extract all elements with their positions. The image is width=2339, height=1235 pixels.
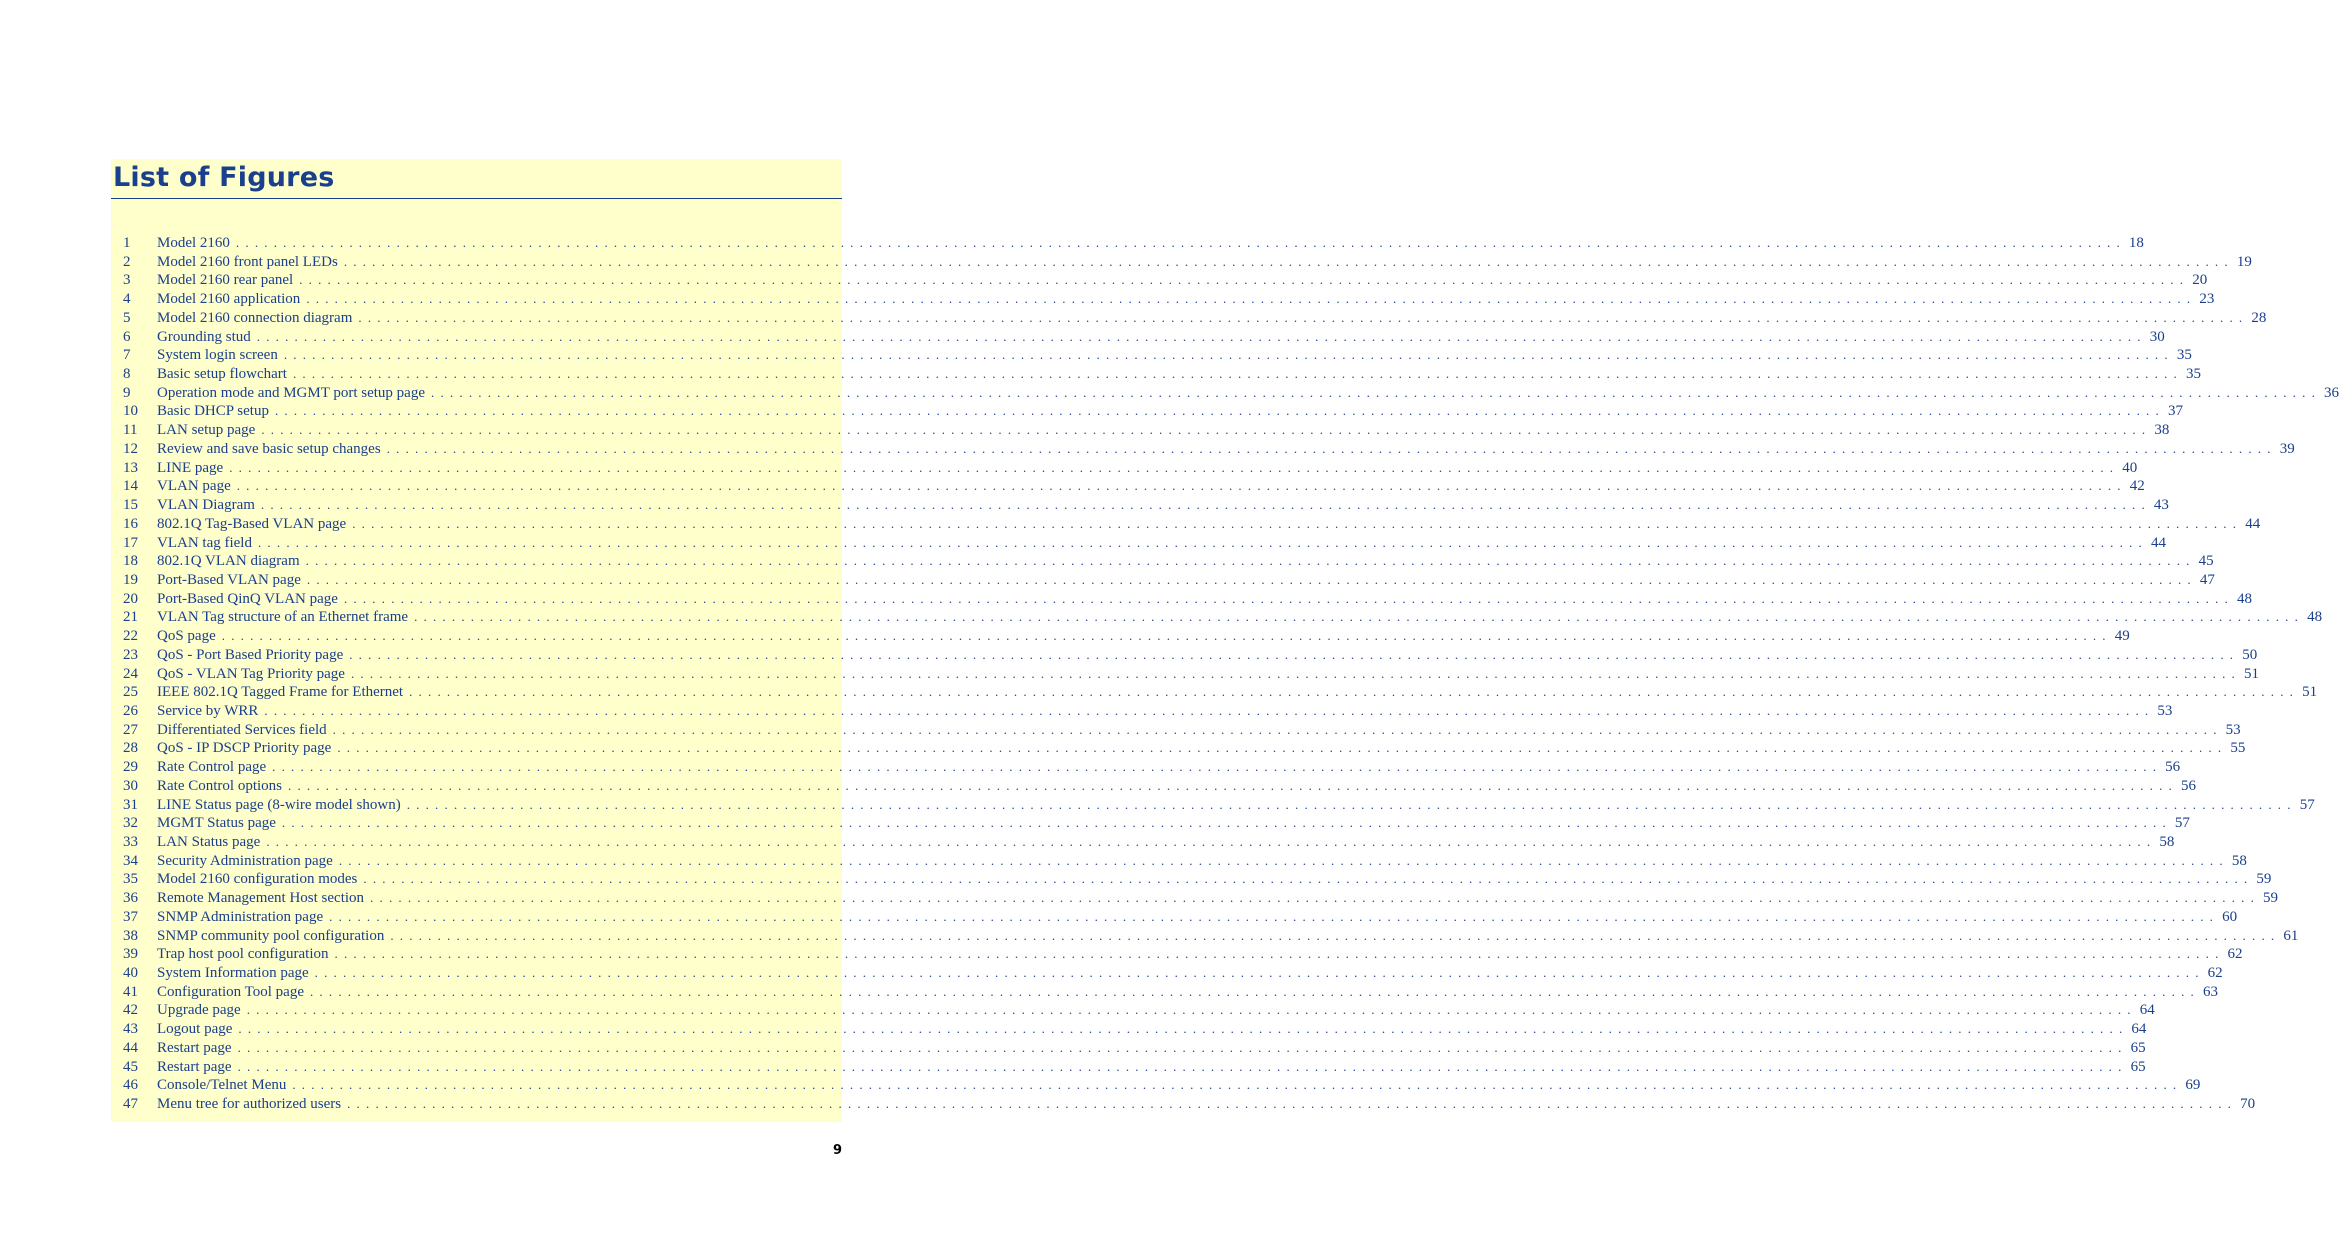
dot-leader: ........................................................................................................................................................................................................ (235, 235, 2126, 250)
figure-number: 27 (123, 721, 138, 738)
figure-entry[interactable] (111, 515, 2261, 534)
dot-leader: ........................................................................................................................................................................................................ (409, 684, 2300, 700)
figure-title-link[interactable]: Grounding stud (157, 328, 251, 345)
figure-title-link[interactable]: LAN setup page (157, 422, 256, 439)
figure-page-number[interactable]: 56 (2165, 759, 2181, 776)
figure-page-number[interactable]: 65 (2130, 1058, 2146, 1075)
figure-title-link[interactable]: QoS - IP DSCP Priority page (157, 740, 332, 757)
figure-number: 19 (123, 571, 138, 588)
figure-number: 8 (123, 366, 131, 383)
dot-leader: ........................................................................................................................................................................................................ (314, 965, 2205, 981)
figure-title-link[interactable]: QoS page (157, 628, 216, 645)
figure-page-number[interactable]: 28 (2251, 309, 2267, 326)
dot-leader: ........................................................................................................................................................................................................ (274, 403, 2165, 419)
figure-page-number[interactable]: 37 (2167, 403, 2183, 420)
figure-number: 13 (123, 459, 138, 476)
figure-page-number[interactable]: 50 (2242, 646, 2258, 663)
figure-title-link[interactable]: Logout page (157, 1021, 233, 1038)
figure-page-number[interactable]: 23 (2199, 291, 2215, 308)
figure-page-number[interactable]: 53 (2225, 721, 2241, 738)
figure-page-number[interactable]: 35 (2176, 347, 2192, 364)
figure-entry[interactable] (111, 1039, 2146, 1058)
figure-entry[interactable] (111, 945, 2243, 964)
dot-leader: ........................................................................................................................................................................................................ (237, 1058, 2128, 1074)
figure-page-number[interactable]: 58 (2159, 834, 2175, 850)
dot-leader: ........................................................................................................................................................................................................ (264, 702, 2155, 718)
figure-entry[interactable] (111, 608, 2323, 627)
figure-number: 39 (123, 946, 138, 963)
figure-title-link[interactable]: Restart page (157, 1039, 232, 1056)
dot-leader: ........................................................................................................................................................................................................ (363, 871, 2254, 887)
dot-leader: ........................................................................................................................................................................................................ (329, 908, 2220, 924)
figure-page-number[interactable]: 57 (2174, 815, 2190, 832)
figure-page-number[interactable]: 19 (2236, 253, 2252, 270)
figure-entry[interactable] (111, 534, 2166, 553)
figure-page-number[interactable]: 35 (2185, 366, 2201, 383)
dot-leader: ........................................................................................................................................................................................................ (306, 571, 2197, 587)
figure-page-number[interactable]: 48 (2236, 590, 2252, 607)
figure-number: 2 (123, 253, 131, 270)
dot-leader: ........................................................................................................................................................................................................ (334, 946, 2225, 962)
dot-leader: ........................................................................................................................................................................................................ (246, 1002, 2137, 1018)
figure-title-link[interactable]: 802.1Q Tag-Based VLAN page (157, 515, 347, 532)
figure-entry[interactable] (111, 702, 2173, 721)
figure-entry[interactable] (111, 852, 2247, 871)
figure-number: 22 (123, 628, 138, 645)
figure-number: 11 (123, 422, 138, 439)
figure-page-number[interactable]: 43 (2153, 497, 2169, 514)
figure-page-number[interactable]: 62 (2227, 946, 2243, 963)
figure-page-number[interactable]: 59 (2256, 871, 2272, 888)
figure-entry[interactable] (111, 927, 2299, 946)
figure-page-number[interactable]: 51 (2302, 684, 2318, 701)
figure-number: 24 (123, 665, 138, 682)
dot-leader: ........................................................................................................................................................................................................ (292, 366, 2183, 382)
figure-title-link[interactable]: Model 2160 connection diagram (157, 309, 353, 326)
figure-title-link[interactable]: LAN Status page (157, 834, 261, 850)
figures-list (111, 234, 2339, 1114)
figure-number: 16 (123, 515, 138, 532)
dot-leader: ........................................................................................................................................................................................................ (343, 253, 2234, 269)
figure-number: 36 (123, 890, 138, 907)
figure-number: 18 (123, 553, 138, 570)
figure-page-number[interactable]: 44 (2245, 515, 2261, 532)
figure-number: 1 (123, 235, 131, 251)
figure-page-number[interactable]: 40 (2122, 459, 2138, 476)
figure-entry[interactable] (111, 271, 2208, 290)
dot-leader: ........................................................................................................................................................................................................ (299, 272, 2190, 288)
figure-entry[interactable] (111, 627, 2130, 646)
figure-number: 14 (123, 478, 138, 495)
figure-number: 15 (123, 497, 138, 514)
figure-page-number[interactable]: 60 (2222, 908, 2238, 925)
figure-number: 3 (123, 272, 131, 289)
figure-title-link[interactable]: Port-Based VLAN page (157, 571, 301, 588)
dot-leader: ........................................................................................................................................................................................................ (281, 815, 2172, 831)
dot-leader: ........................................................................................................................................................................................................ (229, 459, 2120, 475)
dot-leader: ........................................................................................................................................................................................................ (358, 309, 2249, 325)
figure-title-link[interactable]: Menu tree for authorized users (157, 1096, 342, 1113)
figure-title-link[interactable]: Rate Control options (157, 777, 282, 794)
figure-number: 44 (123, 1039, 138, 1056)
figure-page-number[interactable]: 20 (2192, 272, 2208, 289)
figure-title-link[interactable]: 802.1Q VLAN diagram (157, 553, 300, 570)
figure-entry[interactable] (111, 440, 2295, 459)
figure-title-link[interactable]: Restart page (157, 1058, 232, 1075)
figure-title-link[interactable]: Review and save basic setup changes (157, 440, 381, 457)
figure-page-number[interactable]: 69 (2185, 1077, 2201, 1094)
dot-leader: ........................................................................................................................................................................................................ (337, 740, 2228, 756)
figure-number: 29 (123, 759, 138, 776)
figure-number: 41 (123, 983, 138, 1000)
figure-number: 38 (123, 927, 138, 944)
figure-entry[interactable] (111, 1058, 2146, 1077)
figure-title-link[interactable]: LINE page (157, 459, 224, 476)
figure-page-number[interactable]: 58 (2231, 852, 2247, 869)
figure-title-link[interactable]: System Information page (157, 965, 309, 982)
dot-leader: ........................................................................................................................................................................................................ (305, 553, 2196, 569)
dot-leader: ........................................................................................................................................................................................................ (390, 927, 2281, 943)
figure-title-link[interactable]: Operation mode and MGMT port setup page (157, 384, 426, 401)
figure-number: 37 (123, 908, 138, 925)
figure-page-number[interactable]: 38 (2154, 422, 2170, 439)
figure-number: 42 (123, 1002, 138, 1019)
dot-leader: ........................................................................................................................................................................................................ (370, 890, 2261, 906)
figure-page-number[interactable]: 51 (2243, 665, 2259, 682)
figure-entry[interactable] (111, 1076, 2201, 1095)
figure-number: 6 (123, 328, 131, 345)
figure-title-link[interactable]: MGMT Status page (157, 815, 276, 832)
figure-title-link[interactable]: SNMP Administration page (157, 908, 324, 925)
dot-leader: ........................................................................................................................................................................................................ (414, 609, 2305, 625)
figure-title-link[interactable]: QoS - Port Based Priority page (157, 646, 344, 663)
page-title: List of Figures (113, 162, 335, 193)
figure-title-link[interactable]: Model 2160 (157, 235, 230, 251)
figure-entry[interactable] (111, 234, 2144, 253)
figure-number: 5 (123, 309, 131, 326)
figure-entry[interactable] (111, 870, 2272, 889)
dot-leader: ........................................................................................................................................................................................................ (288, 777, 2178, 793)
figure-entry[interactable] (111, 964, 2223, 983)
figure-entry[interactable] (111, 477, 2145, 496)
figure-page-number[interactable]: 65 (2130, 1039, 2146, 1056)
figure-number: 10 (123, 403, 138, 420)
figure-number: 7 (123, 347, 131, 364)
dot-leader: ........................................................................................................................................................................................................ (332, 721, 2223, 737)
dot-leader: ........................................................................................................................................................................................................ (261, 422, 2152, 438)
figure-title-link[interactable]: Model 2160 configuration modes (157, 871, 358, 888)
figure-number: 21 (123, 609, 138, 626)
figure-title-link[interactable]: VLAN Diagram (157, 497, 255, 514)
figure-page-number[interactable]: 70 (2240, 1096, 2256, 1113)
figure-entry[interactable] (111, 683, 2318, 702)
figure-title-link[interactable]: Rate Control page (157, 759, 267, 776)
figure-entry[interactable] (111, 777, 2196, 796)
figure-title-link[interactable]: Basic setup flowchart (157, 366, 287, 383)
dot-leader: ........................................................................................................................................................................................................ (260, 497, 2151, 513)
figure-title-link[interactable]: IEEE 802.1Q Tagged Frame for Ethernet (157, 684, 404, 701)
figure-title-link[interactable]: LINE Status page (8-wire model shown) (157, 796, 401, 813)
figure-number: 35 (123, 871, 138, 888)
figure-entry[interactable] (111, 796, 2315, 815)
figure-title-link[interactable]: QoS - VLAN Tag Priority page (157, 665, 345, 682)
figure-number: 20 (123, 590, 138, 607)
figure-entry[interactable] (111, 814, 2190, 833)
figure-title-link[interactable]: Differentiated Services field (157, 721, 327, 738)
figure-page-number[interactable]: 18 (2128, 235, 2144, 251)
dot-leader: ........................................................................................................................................................................................................ (309, 983, 2200, 999)
figure-entry[interactable] (111, 309, 2267, 328)
figure-entry[interactable] (111, 346, 2192, 365)
figure-entry[interactable] (111, 889, 2279, 908)
figure-number: 34 (123, 852, 138, 869)
figure-title-link[interactable]: Console/Telnet Menu (157, 1077, 287, 1094)
dot-leader: ........................................................................................................................................................................................................ (386, 440, 2277, 456)
figure-number: 33 (123, 834, 138, 850)
dot-leader: ........................................................................................................................................................................................................ (350, 665, 2241, 681)
figure-page-number[interactable]: 64 (2131, 1021, 2147, 1038)
figure-page-number[interactable]: 48 (2307, 609, 2323, 626)
dot-leader: ........................................................................................................................................................................................................ (343, 590, 2234, 606)
figure-title-link[interactable]: SNMP community pool configuration (157, 927, 385, 944)
figure-entry[interactable] (111, 665, 2259, 684)
figure-entry[interactable] (111, 908, 2238, 927)
figure-entry[interactable] (111, 328, 2165, 347)
title-band (111, 159, 842, 199)
figure-page-number[interactable]: 62 (2207, 965, 2223, 982)
figure-title-link[interactable]: Service by WRR (157, 702, 259, 719)
figure-title-link[interactable]: Model 2160 front panel LEDs (157, 253, 338, 270)
dot-leader: ........................................................................................................................................................................................................ (221, 628, 2112, 644)
page-number: 9 (832, 1143, 842, 1158)
dot-leader: ........................................................................................................................................................................................................ (347, 1096, 2238, 1112)
figure-number: 4 (123, 291, 131, 308)
figure-title-link[interactable]: Security Administration page (157, 852, 333, 869)
figure-entry[interactable] (111, 646, 2258, 665)
dot-leader: ........................................................................................................................................................................................................ (266, 834, 2157, 849)
figure-entry[interactable] (111, 496, 2169, 515)
dot-leader: ........................................................................................................................................................................................................ (406, 796, 2297, 812)
dot-leader: ........................................................................................................................................................................................................ (338, 852, 2229, 868)
figure-page-number[interactable]: 39 (2279, 440, 2295, 457)
figure-page-number[interactable]: 64 (2139, 1002, 2155, 1019)
dot-leader: ........................................................................................................................................................................................................ (431, 384, 2322, 400)
figure-number: 12 (123, 440, 138, 457)
dot-leader: ........................................................................................................................................................................................................ (256, 328, 2147, 344)
figure-entry[interactable] (111, 253, 2252, 272)
figure-number: 17 (123, 534, 138, 551)
figure-number: 40 (123, 965, 138, 982)
figure-entry[interactable] (111, 721, 2241, 740)
figure-page-number[interactable]: 30 (2149, 328, 2165, 345)
figure-number: 30 (123, 777, 138, 794)
dot-leader: ........................................................................................................................................................................................................ (272, 759, 2163, 775)
figure-page-number[interactable]: 36 (2324, 384, 2339, 401)
figure-number: 9 (123, 384, 131, 401)
figure-page-number[interactable]: 47 (2199, 571, 2215, 588)
figure-entry[interactable] (111, 384, 2339, 403)
figure-number: 45 (123, 1058, 138, 1075)
dot-leader: ........................................................................................................................................................................................................ (349, 646, 2240, 662)
figure-entry[interactable] (111, 290, 2215, 309)
figure-title-link[interactable]: System login screen (157, 347, 278, 364)
figure-entry[interactable] (111, 1020, 2147, 1039)
figure-number: 25 (123, 684, 138, 701)
figure-title-link[interactable]: Configuration Tool page (157, 983, 304, 1000)
figure-title-link[interactable]: VLAN page (157, 478, 231, 495)
figure-title-link[interactable]: Basic DHCP setup (157, 403, 269, 420)
figure-title-link[interactable]: VLAN Tag structure of an Ethernet frame (157, 609, 409, 626)
figure-entry[interactable] (111, 590, 2252, 609)
figure-entry[interactable] (111, 1001, 2155, 1020)
figure-page-number[interactable]: 59 (2263, 890, 2279, 907)
figure-page-number[interactable]: 57 (2299, 796, 2315, 813)
figure-page-number[interactable]: 56 (2181, 777, 2196, 794)
figure-title-link[interactable]: Trap host pool configuration (157, 946, 329, 963)
figure-number: 31 (123, 796, 138, 813)
figure-entry[interactable] (111, 983, 2218, 1002)
figure-number: 32 (123, 815, 138, 832)
figure-entry[interactable] (111, 833, 2175, 852)
figure-number: 28 (123, 740, 138, 757)
figure-page-number[interactable]: 63 (2202, 983, 2218, 1000)
figure-page-number[interactable]: 45 (2198, 553, 2214, 570)
figure-title-link[interactable]: Model 2160 application (157, 291, 301, 308)
figure-title-link[interactable]: Model 2160 rear panel (157, 272, 294, 289)
dot-leader: ........................................................................................................................................................................................................ (283, 347, 2174, 363)
dot-leader: ........................................................................................................................................................................................................ (236, 478, 2127, 494)
figure-title-link[interactable]: Upgrade page (157, 1002, 241, 1019)
figure-title-link[interactable]: Remote Management Host section (157, 890, 365, 907)
figure-entry[interactable] (111, 421, 2170, 440)
figure-entry[interactable] (111, 571, 2215, 590)
figure-page-number[interactable]: 61 (2283, 927, 2299, 944)
dot-leader: ........................................................................................................................................................................................................ (352, 515, 2243, 531)
figure-page-number[interactable]: 53 (2157, 702, 2173, 719)
figure-page-number[interactable]: 42 (2129, 478, 2145, 495)
figure-entry[interactable] (111, 739, 2246, 758)
figure-page-number[interactable]: 44 (2150, 534, 2166, 551)
figure-entry[interactable] (111, 459, 2138, 478)
figure-entry[interactable] (111, 365, 2201, 384)
figure-entry[interactable] (111, 758, 2181, 777)
dot-leader: ........................................................................................................................................................................................................ (292, 1077, 2183, 1093)
figure-entry[interactable] (111, 402, 2183, 421)
figure-page-number[interactable]: 49 (2114, 628, 2130, 645)
figure-entry[interactable] (111, 552, 2214, 571)
figure-number: 43 (123, 1021, 138, 1038)
dot-leader: ........................................................................................................................................................................................................ (237, 1039, 2128, 1055)
figure-entry[interactable] (111, 1095, 2256, 1114)
figure-number: 26 (123, 702, 138, 719)
dot-leader: ........................................................................................................................................................................................................ (238, 1021, 2129, 1037)
dot-leader: ........................................................................................................................................................................................................ (306, 291, 2197, 307)
figure-title-link[interactable]: VLAN tag field (157, 534, 252, 551)
figure-number: 46 (123, 1077, 138, 1094)
figure-number: 23 (123, 646, 138, 663)
dot-leader: ........................................................................................................................................................................................................ (257, 534, 2148, 550)
figure-title-link[interactable]: Port-Based QinQ VLAN page (157, 590, 338, 607)
figure-number: 47 (123, 1096, 138, 1113)
figure-page-number[interactable]: 55 (2230, 740, 2246, 757)
